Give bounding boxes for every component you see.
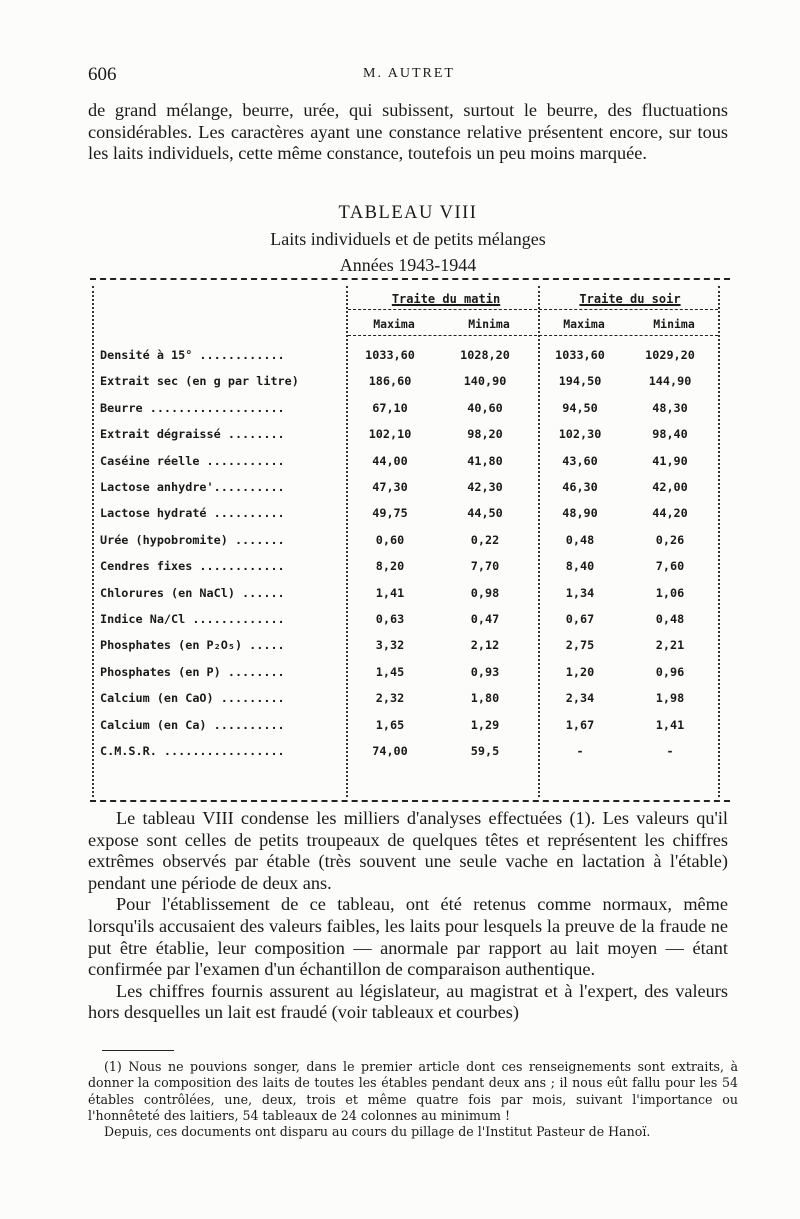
cell-morning-max: 1,41	[375, 585, 405, 600]
cell-evening-max: 94,50	[562, 400, 598, 415]
cell-evening-max: 1,67	[565, 717, 595, 732]
cell-evening-max: 1,20	[565, 664, 595, 679]
cell-morning-min: 59,5	[470, 744, 500, 758]
row-label: Extrait dégraissé ........	[100, 427, 285, 442]
cell-morning-max: 1033,60	[365, 348, 415, 362]
paragraph-body	[88, 808, 728, 1024]
cell-morning-max: 74,00	[372, 744, 408, 758]
cell-evening-max: 0,48	[565, 532, 595, 547]
cell-morning-max: 1,45	[375, 664, 405, 679]
cell-morning-min: 44,50	[467, 506, 503, 521]
table-row	[90, 612, 730, 638]
cell-evening-min: 41,90	[652, 453, 688, 468]
row-label: Lactose anhydre'..........	[100, 480, 285, 494]
cell-evening-min: 2,21	[655, 638, 685, 653]
subheader-morning-min: Minima	[468, 317, 510, 331]
row-label: Phosphates (en P) ........	[100, 664, 285, 679]
cell-evening-max: -	[576, 744, 584, 758]
cell-evening-min: 1,41	[655, 717, 685, 732]
table-row	[90, 691, 730, 717]
cell-evening-min: 1029,20	[645, 348, 695, 362]
cell-morning-min: 0,22	[470, 532, 500, 547]
running-head: M. AUTRET	[363, 66, 455, 81]
paragraph: Pour l'établissement de ce tableau, ont été retenus comme normaux, même lorsqu'ils accusaient des valeurs faibles, les laits pour lesquels la preuve de la fraude ne put être établie, leur composition — anormale par rapport au lait moyen — étant confirmée par l'examen d'un échantillon de comparaison authentique.	[88, 894, 728, 980]
table-row	[90, 559, 730, 585]
cell-morning-max: 1,65	[375, 717, 405, 732]
cell-morning-max: 2,32	[375, 691, 405, 706]
group-header-evening: Traite du soir	[579, 292, 681, 306]
row-label: Calcium (en Ca) ..........	[100, 717, 285, 732]
row-label: Lactose hydraté ..........	[100, 506, 285, 521]
row-label: Extrait sec (en g par litre)	[100, 374, 299, 389]
table-title: TABLEAU VIII	[338, 203, 478, 223]
row-label: Phosphates (en P₂O₅) .....	[100, 638, 285, 653]
cell-morning-max: 186,60	[368, 374, 412, 389]
subheader-evening-max: Maxima	[563, 317, 605, 331]
data-table	[90, 272, 730, 807]
cell-evening-min: 0,48	[655, 612, 685, 626]
cell-morning-min: 40,60	[467, 400, 503, 415]
cell-evening-min: 1,06	[655, 585, 685, 600]
table-row	[90, 506, 730, 532]
table-years: Années 1943-1944	[339, 255, 477, 275]
row-label: Beurre ...................	[100, 400, 285, 415]
cell-evening-max: 2,75	[565, 638, 595, 653]
cell-morning-min: 7,70	[470, 559, 500, 574]
cell-evening-max: 8,40	[565, 559, 595, 574]
table-row	[90, 744, 730, 770]
cell-morning-min: 41,80	[467, 453, 503, 468]
table-row	[90, 586, 730, 612]
cell-morning-max: 3,32	[375, 638, 405, 653]
cell-evening-max: 46,30	[562, 480, 598, 494]
cell-evening-min: 0,96	[655, 664, 685, 679]
row-label: Urée (hypobromite) .......	[100, 532, 285, 547]
table-row	[90, 427, 730, 453]
cell-morning-max: 44,00	[372, 453, 408, 468]
cell-evening-max: 1033,60	[555, 348, 605, 362]
cell-evening-min: 144,90	[648, 374, 692, 389]
cell-evening-min: 44,20	[652, 506, 688, 521]
cell-morning-min: 2,12	[470, 638, 500, 653]
group-sub-rule	[348, 309, 718, 310]
cell-evening-min: 98,40	[652, 427, 688, 442]
row-label: C.M.S.R. .................	[100, 744, 285, 758]
cell-evening-min: 48,30	[652, 400, 688, 415]
table-top-rule	[90, 278, 730, 280]
table-row	[90, 638, 730, 664]
table-row	[90, 454, 730, 480]
cell-evening-min: 0,26	[655, 532, 685, 547]
header-bottom-rule	[348, 335, 718, 336]
cell-evening-max: 102,30	[558, 427, 602, 442]
cell-morning-max: 47,30	[372, 480, 408, 494]
paragraph: Les chiffres fournis assurent au législateur, au magistrat et à l'expert, des valeurs hors desquelles un lait est fraudé (voir tableaux et courbes)	[88, 980, 728, 1023]
cell-evening-max: 0,67	[565, 612, 595, 626]
group-header-morning: Traite du matin	[391, 292, 501, 306]
cell-morning-max: 102,10	[368, 427, 412, 442]
cell-morning-min: 1,29	[470, 717, 500, 732]
cell-morning-max: 67,10	[372, 400, 408, 415]
paragraph-top: de grand mélange, beurre, urée, qui subissent, surtout le beurre, des fluctuations considérables. Les caractères ayant une constance relative présentent encore, sur tous les laits individuels, cette même constance, toutefois un peu moins marquée.	[88, 100, 728, 164]
subheader-morning-max: Maxima	[373, 317, 415, 331]
footnote: (1) Nous ne pouvions songer, dans le premier article dont ces renseignements sont extraits, à donner la composition des laits de toutes les étables pendant deux ans ; il nous eût fallu pour les 54 étables contrôlées, une, deux, trois et même quatre fois par mois, suivant l'importance ou l'honnêteté des laitiers, 54 tableaux de 24 colonnes au minimum !	[88, 1059, 738, 1123]
table-row	[90, 718, 730, 744]
paragraph: Le tableau VIII condense les milliers d'analyses effectuées (1). Les valeurs qu'il expose sont celles de petits troupeaux de quelques têtes et représentent les chiffres extrêmes observés par étable (très souvent une seule vache en lactation à l'étable) pendant une période de deux ans.	[88, 808, 728, 893]
table-row	[90, 480, 730, 506]
cell-evening-max: 43,60	[562, 453, 598, 468]
table-caption	[88, 200, 728, 278]
table-bottom-rule	[90, 800, 730, 802]
table-row	[90, 533, 730, 559]
row-label: Cendres fixes ............	[100, 559, 285, 574]
table-row	[90, 401, 730, 427]
cell-evening-min: -	[666, 744, 674, 758]
cell-morning-min: 1028,20	[460, 348, 510, 362]
row-label: Caséine réelle ...........	[100, 453, 285, 468]
cell-evening-max: 1,34	[565, 585, 595, 600]
cell-morning-min: 0,47	[470, 612, 500, 626]
cell-morning-min: 0,98	[470, 585, 500, 600]
table-subtitle: Laits individuels et de petits mélanges	[270, 229, 546, 249]
footnote: Depuis, ces documents ont disparu au cours du pillage de l'Institut Pasteur de Hanoï.	[104, 1124, 651, 1140]
cell-morning-max: 0,60	[375, 532, 405, 547]
cell-evening-min: 7,60	[655, 559, 685, 574]
cell-evening-min: 42,00	[652, 480, 688, 494]
table-row	[90, 665, 730, 691]
page-header	[88, 64, 730, 88]
cell-morning-min: 1,80	[470, 691, 500, 706]
cell-morning-min: 0,93	[470, 664, 500, 679]
page-number: 606	[88, 64, 117, 85]
row-label: Densité à 15° ............	[100, 348, 285, 362]
cell-morning-min: 42,30	[467, 480, 503, 494]
table-row	[90, 348, 730, 374]
cell-morning-min: 98,20	[467, 427, 503, 442]
cell-morning-max: 49,75	[372, 506, 408, 521]
footnote-rule	[102, 1050, 174, 1051]
cell-evening-max: 2,34	[565, 691, 595, 706]
row-label: Calcium (en CaO) .........	[100, 691, 285, 706]
cell-evening-min: 1,98	[655, 691, 685, 706]
cell-morning-min: 140,90	[463, 374, 507, 389]
cell-morning-max: 0,63	[375, 612, 405, 626]
cell-morning-max: 8,20	[375, 559, 405, 574]
cell-evening-max: 194,50	[558, 374, 602, 389]
cell-evening-max: 48,90	[562, 506, 598, 521]
table-row	[90, 374, 730, 400]
footnotes	[88, 1059, 738, 1140]
subheader-evening-min: Minima	[653, 317, 695, 331]
row-label: Chlorures (en NaCl) ......	[100, 585, 285, 600]
row-label: Indice Na/Cl .............	[100, 612, 285, 626]
